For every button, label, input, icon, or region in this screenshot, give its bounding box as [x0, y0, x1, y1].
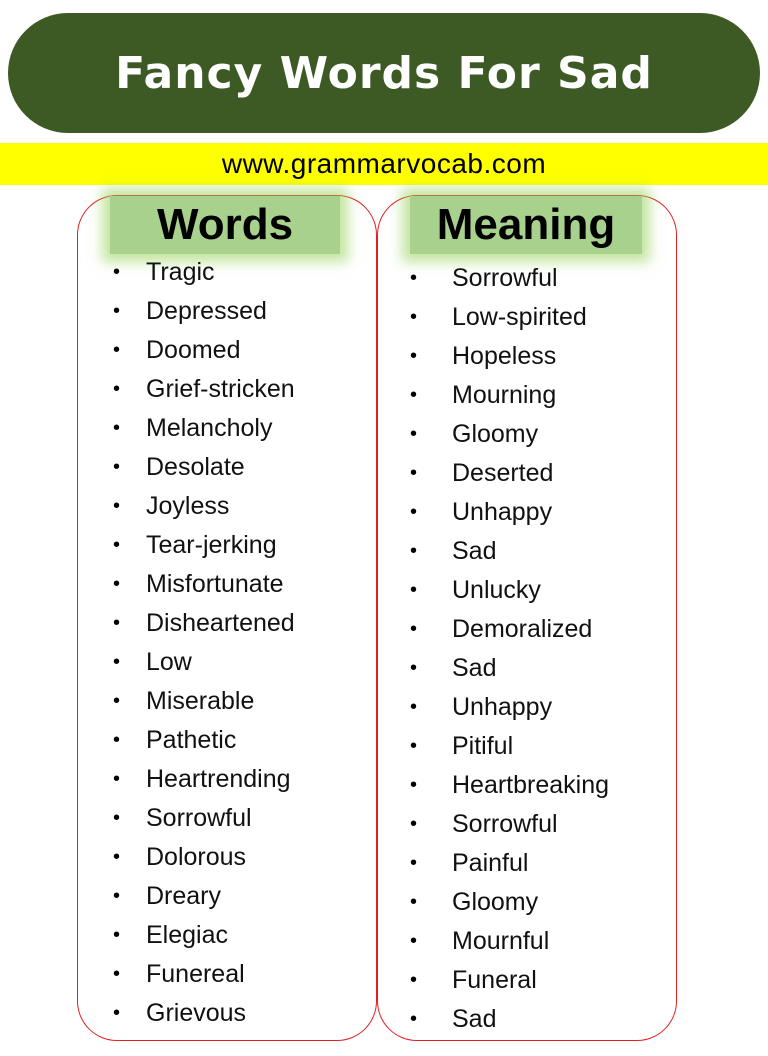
meaning-item: [405, 883, 609, 922]
bullet-icon: •: [410, 306, 418, 328]
words-header-box: [110, 196, 340, 254]
bullet-icon: •: [113, 573, 121, 595]
bullet-icon: •: [113, 768, 121, 790]
meaning-item: [405, 259, 609, 298]
word-item-text: Low: [146, 648, 192, 676]
bullet-icon: •: [113, 612, 121, 634]
meaning-item: [405, 571, 609, 610]
bullet-icon: •: [410, 618, 418, 640]
bullet-icon: •: [113, 690, 121, 712]
word-item: [108, 916, 295, 955]
bullet-icon: •: [113, 261, 121, 283]
meaning-item-text: Sad: [452, 654, 497, 682]
bullet-icon: •: [113, 963, 121, 985]
bullet-icon: •: [410, 735, 418, 757]
word-item: [108, 331, 295, 370]
word-item: [108, 604, 295, 643]
word-item: [108, 292, 295, 331]
meaning-item: [405, 532, 609, 571]
word-item: [108, 370, 295, 409]
meaning-item-text: Demoralized: [452, 615, 593, 643]
meaning-item-text: Mourning: [452, 381, 557, 409]
bullet-icon: •: [113, 651, 121, 673]
bullet-icon: •: [410, 267, 418, 289]
bullet-icon: •: [113, 534, 121, 556]
meaning-item: [405, 1000, 609, 1039]
meaning-item-text: Painful: [452, 849, 529, 877]
word-item: [108, 487, 295, 526]
words-header: Words: [156, 200, 294, 249]
word-item-text: Grievous: [146, 999, 247, 1027]
bullet-icon: •: [410, 930, 418, 952]
word-item-text: Tragic: [146, 258, 215, 286]
meaning-item: [405, 961, 609, 1000]
bullet-icon: •: [113, 1002, 121, 1024]
title-banner: [8, 13, 760, 133]
meaning-item: [405, 337, 609, 376]
meaning-item: [405, 766, 609, 805]
word-item-text: Elegiac: [146, 921, 228, 949]
meaning-item: [405, 922, 609, 961]
word-item-text: Dreary: [146, 882, 222, 910]
word-item-text: Tear-jerking: [146, 531, 277, 559]
meaning-item-text: Gloomy: [452, 420, 539, 448]
bullet-icon: •: [113, 456, 121, 478]
word-item: [108, 994, 295, 1033]
bullet-icon: •: [410, 774, 418, 796]
meaning-item-text: Heartbreaking: [452, 771, 610, 799]
meaning-item: [405, 493, 609, 532]
bullet-icon: •: [410, 345, 418, 367]
word-item: [108, 955, 295, 994]
meaning-item: [405, 610, 609, 649]
meaning-item: [405, 649, 609, 688]
bullet-icon: •: [113, 417, 121, 439]
meaning-item: [405, 844, 609, 883]
word-item-text: Melancholy: [146, 414, 273, 442]
meaning-item-text: Funeral: [452, 966, 537, 994]
bullet-icon: •: [410, 384, 418, 406]
word-item-text: Desolate: [146, 453, 245, 481]
page-title: Fancy Words For Sad: [115, 47, 653, 99]
word-item-text: Heartrending: [146, 765, 291, 793]
bullet-icon: •: [410, 813, 418, 835]
meaning-header: Meaning: [436, 200, 616, 249]
bullet-icon: •: [410, 501, 418, 523]
bullet-icon: •: [410, 852, 418, 874]
bullet-icon: •: [113, 846, 121, 868]
meaning-item: [405, 805, 609, 844]
word-item-text: Disheartened: [146, 609, 295, 637]
meaning-item: [405, 376, 609, 415]
meaning-item-text: Unlucky: [452, 576, 541, 604]
word-item: [108, 838, 295, 877]
word-item: [108, 253, 295, 292]
bullet-icon: •: [410, 657, 418, 679]
word-item: [108, 721, 295, 760]
words-list: [108, 253, 295, 1033]
meaning-item-text: Sad: [452, 1005, 497, 1033]
word-item-text: Misfortunate: [146, 570, 284, 598]
bullet-icon: •: [113, 729, 121, 751]
meaning-item-text: Pitiful: [452, 732, 514, 760]
meaning-item: [405, 298, 609, 337]
bullet-icon: •: [113, 924, 121, 946]
word-item: [108, 448, 295, 487]
bullet-icon: •: [113, 300, 121, 322]
word-item-text: Miserable: [146, 687, 255, 715]
bullet-icon: •: [410, 423, 418, 445]
meaning-item: [405, 454, 609, 493]
meaning-item: [405, 415, 609, 454]
bullet-icon: •: [410, 1008, 418, 1030]
meaning-item-text: Sorrowful: [452, 264, 558, 292]
url-strip: [0, 143, 768, 185]
word-item: [108, 682, 295, 721]
bullet-icon: •: [410, 696, 418, 718]
bullet-icon: •: [113, 495, 121, 517]
meaning-item-text: Hopeless: [452, 342, 557, 370]
bullet-icon: •: [410, 891, 418, 913]
bullet-icon: •: [113, 807, 121, 829]
bullet-icon: •: [410, 540, 418, 562]
word-item: [108, 877, 295, 916]
meaning-item-text: Unhappy: [452, 693, 553, 721]
word-item: [108, 409, 295, 448]
meaning-item-text: Low-spirited: [452, 303, 587, 331]
meaning-list: [405, 259, 609, 1039]
bullet-icon: •: [113, 885, 121, 907]
meaning-item: [405, 688, 609, 727]
word-item-text: Dolorous: [146, 843, 247, 871]
word-item-text: Joyless: [146, 492, 230, 520]
bullet-icon: •: [410, 969, 418, 991]
word-item-text: Sorrowful: [146, 804, 252, 832]
bullet-icon: •: [113, 378, 121, 400]
bullet-icon: •: [113, 339, 121, 361]
meaning-item-text: Sad: [452, 537, 497, 565]
word-item: [108, 760, 295, 799]
word-item-text: Depressed: [146, 297, 267, 325]
meaning-item-text: Gloomy: [452, 888, 539, 916]
word-item: [108, 565, 295, 604]
bullet-icon: •: [410, 462, 418, 484]
word-item: [108, 643, 295, 682]
meaning-item: [405, 727, 609, 766]
meaning-item-text: Sorrowful: [452, 810, 558, 838]
meaning-header-box: [410, 196, 642, 254]
word-item-text: Grief-stricken: [146, 375, 295, 403]
word-item-text: Doomed: [146, 336, 241, 364]
meaning-item-text: Unhappy: [452, 498, 553, 526]
meaning-item-text: Deserted: [452, 459, 554, 487]
word-item-text: Pathetic: [146, 726, 237, 754]
website-url: www.grammarvocab.com: [221, 148, 547, 179]
word-item: [108, 526, 295, 565]
word-item: [108, 799, 295, 838]
word-item-text: Funereal: [146, 960, 245, 988]
meaning-item-text: Mournful: [452, 927, 550, 955]
bullet-icon: •: [410, 579, 418, 601]
